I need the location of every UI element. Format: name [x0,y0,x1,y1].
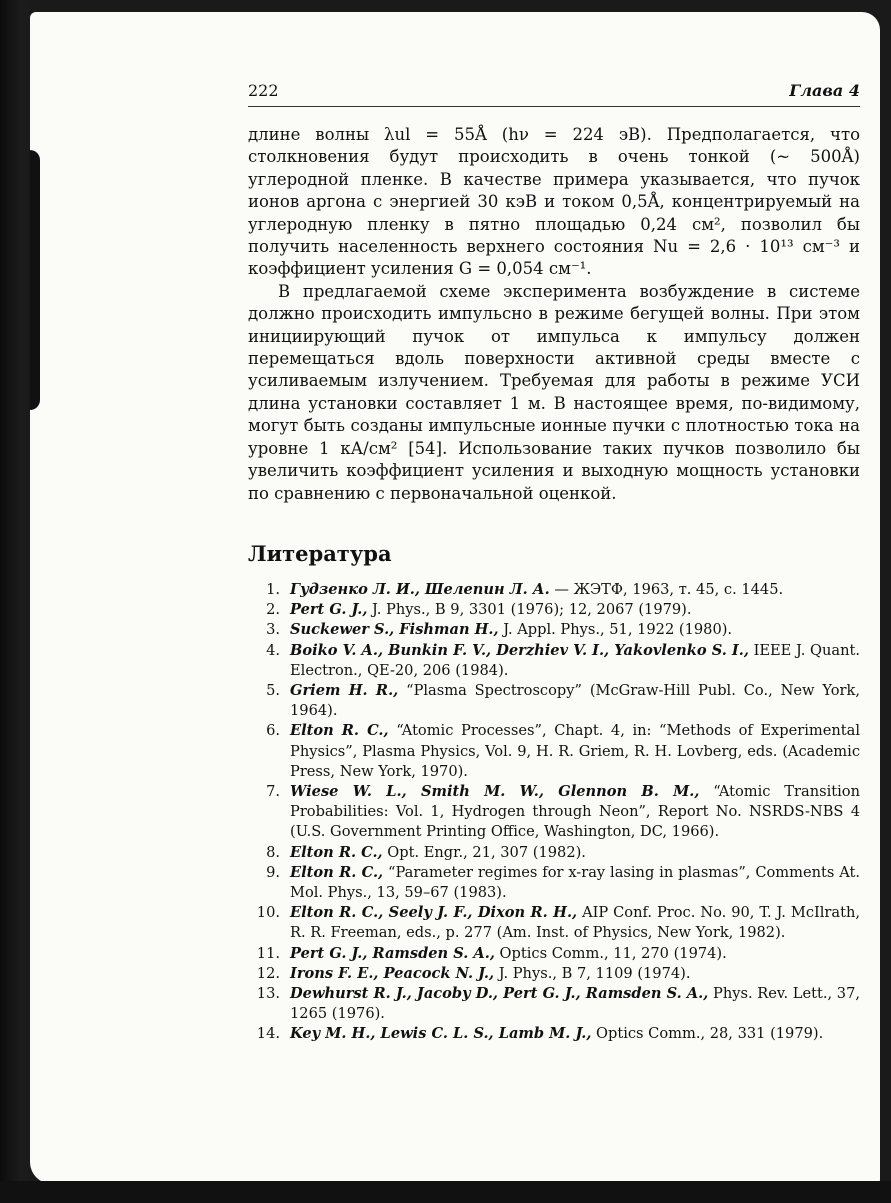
reference-authors: Irons F. E., Peacock N. J., [290,964,495,982]
reference-number: 10. [256,904,280,922]
reference-details: “Parameter regimes for x-ray lasing in plasmas”, Comments At. Mol. Phys., 13, 59–67 (1983). [290,863,860,902]
scan-left-edge [0,0,34,1203]
reference-item [248,903,860,943]
reference-number: 3. [266,621,280,639]
reference-number: 9. [266,863,280,881]
reference-number: 6. [266,722,280,740]
reference-authors: Гудзенко Л. И., Шелепин Л. А. [290,581,550,598]
reference-authors: Pert G. J., [290,601,368,619]
chapter-label: Глава 4 [789,81,860,100]
reference-number: 8. [266,843,280,861]
reference-authors: Wiese W. L., Smith M. W., Glennon B. M., [290,783,700,801]
reference-number: 1. [266,581,280,598]
section-heading: Литература [248,541,392,566]
reference-item [248,843,860,863]
reference-details: “Plasma Spectroscopy” (McGraw-Hill Publ. Co., New York, 1964). [290,682,860,720]
reference-details: “Atomic Processes”, Chapt. 4, in: “Methods of Experimental Physics”, Plasma Physics, Vol. 9, H. R. Griem, R. H. Lovberg, eds. (Academic Press, New York, 1970). [290,722,860,780]
scan-spine-shadow [30,150,40,410]
reference-authors: Dewhurst R. J., Jacoby D., Pert G. J., Ramsden S. A., [290,985,709,1003]
reference-details: — ЖЭТФ, 1963, т. 45, с. 1445. [549,581,784,598]
reference-number: 4. [266,641,280,659]
reference-number: 14. [256,1025,280,1043]
running-header [248,81,860,107]
reference-number: 2. [266,601,280,619]
reference-details: Optics Comm., 11, 270 (1974). [494,944,727,962]
reference-item [248,944,860,964]
reference-number: 7. [266,783,280,801]
reference-details: Optics Comm., 28, 331 (1979). [591,1025,824,1043]
reference-authors: Pert G. J., Ramsden S. A., [290,944,495,962]
reference-authors: Elton R. C., [290,843,383,861]
reference-item [248,721,860,782]
page-number: 222 [248,81,279,100]
reference-details: Phys. Rev. Lett., 37, 1265 (1976). [290,985,861,1023]
reference-authors: Boiko V. A., Bunkin F. V., Derzhiev V. I., Yakovlenko S. I., [290,641,749,659]
reference-details: AIP Conf. Proc. No. 90, T. J. McIlrath, R. R. Freeman, eds., p. 277 (Am. Inst. of Physics, New York, 1982). [290,904,860,942]
reference-details: J. Phys., B 7, 1109 (1974). [494,964,691,982]
reference-item [248,863,860,903]
reference-item [248,600,860,620]
reference-details: J. Appl. Phys., 51, 1922 (1980). [498,621,733,639]
paragraph: длине волны λul = 55Å (hν = 224 эВ). Предполагается, что столкновения будут происходить в очень тонкой (~ 500Å) углеродной пленке. В качестве примера указывается, что пучок ионов аргона с энергией 30 кэВ и током 0,5Å, концентрируемый на углеродную пленку в пятно площадью 0,24 см², позволил бы получить населенность верхнего состояния Nu = 2,6 · 10¹³ см⁻³ и коэффициент усиления G = 0,054 см⁻¹. [248,125,860,279]
reference-authors: Elton R. C., Seely J. F., Dixon R. H., [290,904,578,922]
body-text [248,124,860,505]
reference-item [248,964,860,984]
reference-list [248,580,860,1045]
reference-item [248,782,860,843]
reference-authors: Suckewer S., Fishman H., [290,621,499,639]
scan-bottom-edge [0,1181,891,1203]
reference-number: 11. [256,944,280,962]
paragraph: В предлагаемой схеме эксперимента возбуждение в системе должно происходить импульсно в режиме бегущей волны. При этом инициирующий пучок от импульса к импульсу должен перемещаться вдоль поверхности активной среды вместе с усиливаемым излучением. Требуемая для работы в режиме УСИ длина установки составляет 1 м. В настоящее время, по-видимому, могут быть созданы импульсные ионные пучки с плотностью тока на уровне 1 кА/см² [54]. Использование таких пучков позволило бы увеличить коэффициент усиления и выходную мощность установки по сравнению с первоначальной оценкой. [248,281,860,503]
reference-number: 5. [266,682,280,700]
reference-number: 12. [256,964,280,982]
reference-details: “Atomic Transition Probabilities: Vol. 1, Hydrogen through Neon”, Report No. NSRDS-NBS 4 (U.S. Government Printing Office, Washington, DC, 1966). [290,783,860,841]
reference-authors: Elton R. C., [290,863,384,881]
reference-details: Opt. Engr., 21, 307 (1982). [382,843,586,861]
reference-details: IEEE J. Quant. Electron., QE-20, 206 (1984). [290,641,860,679]
reference-item [248,1024,860,1044]
reference-item [248,580,860,600]
reference-number: 13. [256,985,280,1003]
reference-item [248,620,860,640]
reference-item [248,681,860,721]
header-rule [248,106,860,107]
reference-authors: Elton R. C., [290,722,389,740]
reference-authors: Griem H. R., [290,682,399,700]
reference-item [248,641,860,681]
reference-details: J. Phys., B 9, 3301 (1976); 12, 2067 (1979). [367,601,692,619]
reference-authors: Key M. H., Lewis C. L. S., Lamb M. J., [290,1025,592,1043]
reference-item [248,984,860,1024]
